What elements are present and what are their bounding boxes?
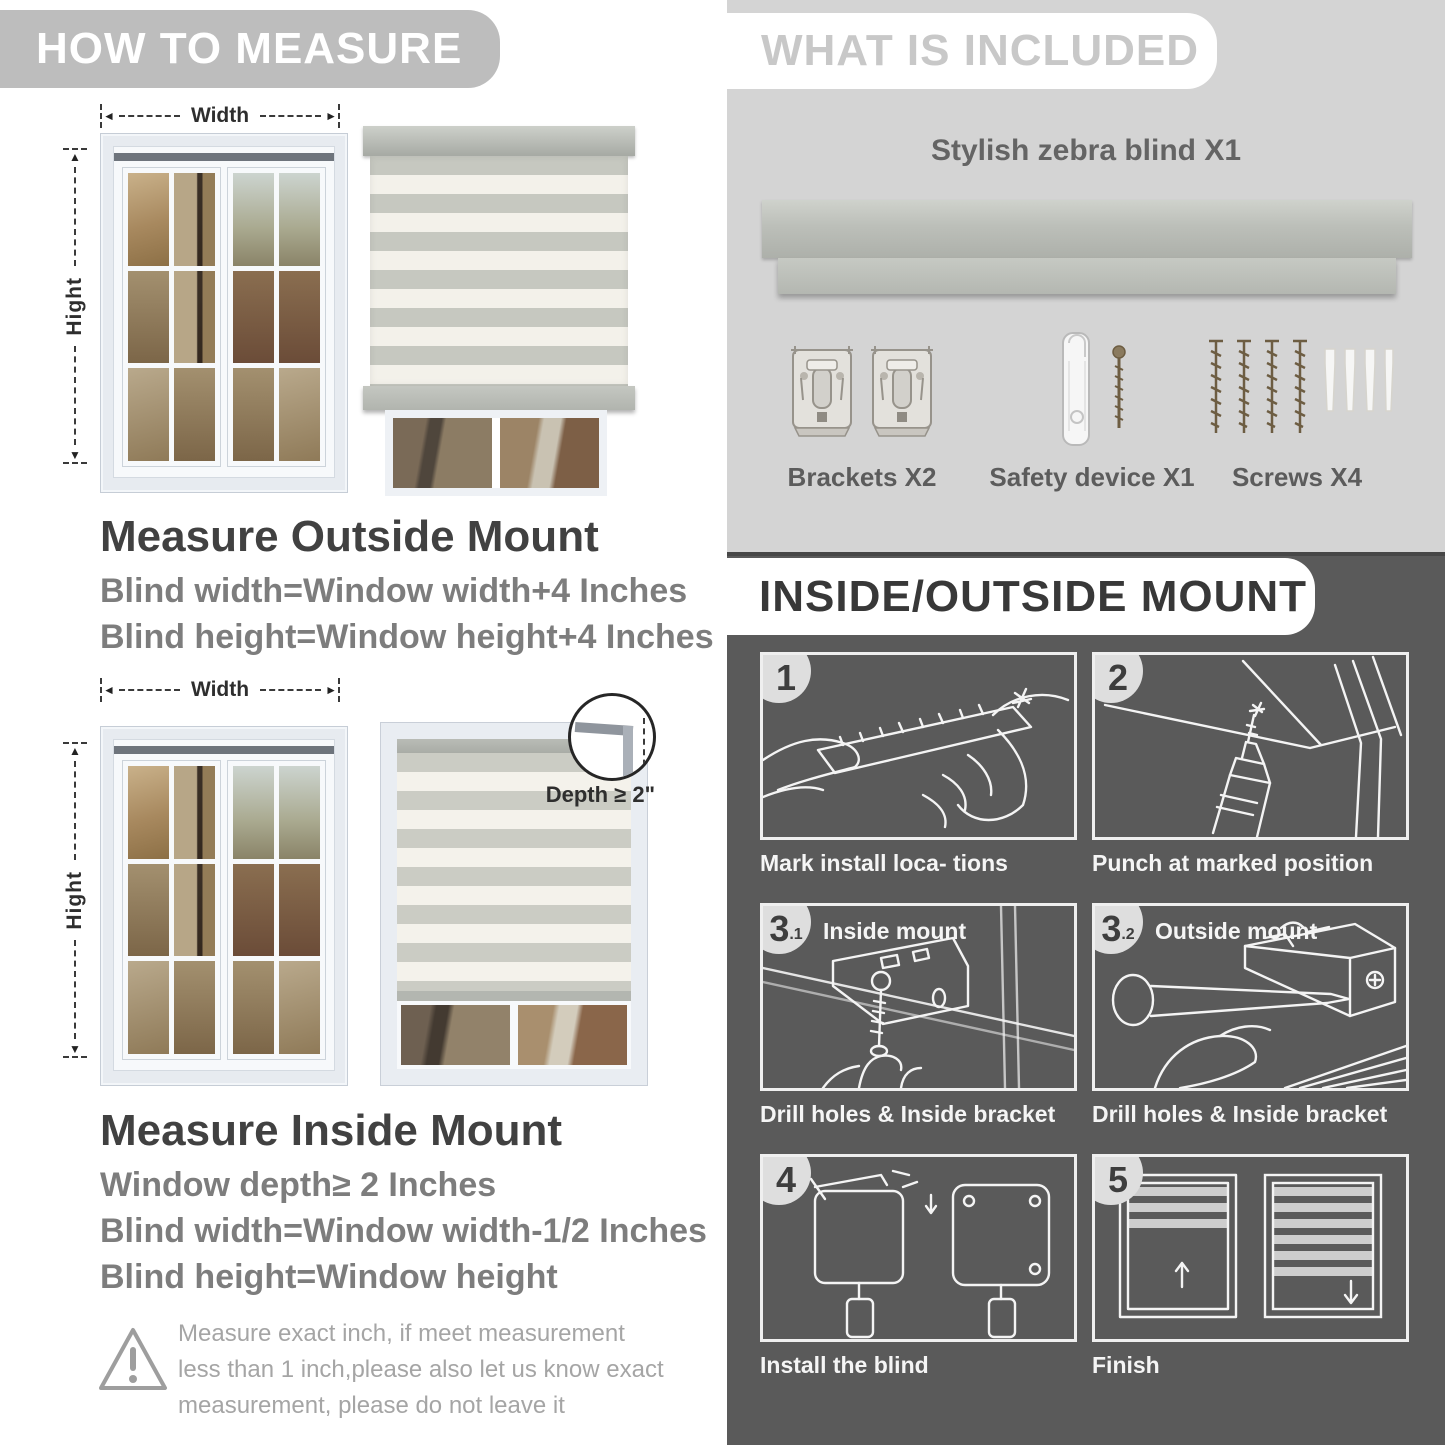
step-1-box xyxy=(760,652,1077,840)
dimension-line xyxy=(74,167,76,266)
window-glass xyxy=(401,1005,510,1065)
safety-device-icon xyxy=(1057,330,1127,450)
window-pane xyxy=(233,766,274,859)
arrow-left-icon: ◄ xyxy=(103,109,115,123)
how-to-measure-banner xyxy=(0,10,500,88)
window-pane xyxy=(128,864,169,957)
step-caption: Finish xyxy=(1092,1352,1160,1378)
brackets-label: Brackets X2 xyxy=(787,462,937,492)
arrow-up-icon: ▲ xyxy=(69,744,81,758)
step-caption: Mark install loca- tions xyxy=(760,850,1008,876)
dimension-tick xyxy=(100,104,102,128)
bracket-icon xyxy=(789,330,935,450)
arrow-down-icon: ▼ xyxy=(69,1042,81,1056)
step-illustration-mark-locations xyxy=(763,655,1074,837)
how-to-measure-title: HOW TO MEASURE xyxy=(36,24,463,73)
arrow-left-icon: ◄ xyxy=(103,683,115,697)
component-brackets xyxy=(767,330,957,493)
step-4-box xyxy=(760,1154,1077,1342)
window-sash-right xyxy=(227,167,326,467)
depth-detail-magnifier xyxy=(568,693,656,781)
zebra-blind-headrail-image xyxy=(762,200,1412,296)
height-label: Hight xyxy=(63,870,86,930)
zebra-blind-outside-mount-illustration xyxy=(363,126,635,496)
step-inner-label: Inside mount xyxy=(823,918,967,944)
window-pane xyxy=(233,173,274,266)
width-label: Width xyxy=(190,104,250,127)
window-pane xyxy=(174,368,215,461)
step-1 xyxy=(760,652,1077,877)
window-glass xyxy=(393,418,492,488)
window-pane xyxy=(174,766,215,859)
warning-note: Measure exact inch, if meet measurement less than 1 inch,please also let us know exact measurement, please do not leave it xyxy=(178,1320,664,1419)
width-label: Width xyxy=(190,678,250,701)
inside-mount-formula-width: Blind width=Window width-1/2 Inches xyxy=(100,1212,707,1250)
window-pane xyxy=(174,271,215,364)
dimension-tick xyxy=(338,678,340,702)
step-caption: Drill holes & Inside bracket xyxy=(1092,1101,1388,1127)
blind-bottom-rail xyxy=(397,991,631,1001)
window-pane xyxy=(174,173,215,266)
arrow-up-icon: ▲ xyxy=(69,150,81,164)
window-pane xyxy=(128,368,169,461)
dimension-line xyxy=(74,346,76,445)
step-illustration-install-blind xyxy=(763,1157,1074,1339)
window-track xyxy=(114,746,334,754)
window-pane xyxy=(233,368,274,461)
arrow-right-icon: ► xyxy=(325,109,337,123)
step-number: 3 xyxy=(1101,908,1122,949)
window-pane xyxy=(128,173,169,266)
window-glass xyxy=(518,1005,627,1065)
step-3-2-box xyxy=(1092,903,1409,1091)
step-number-sub: .2 xyxy=(1121,926,1135,943)
window-pane xyxy=(128,271,169,364)
outside-mount-formula-height: Blind height=Window height+4 Inches xyxy=(100,618,714,656)
window-sashes xyxy=(122,167,326,467)
step-3-1 xyxy=(760,903,1077,1128)
window-frame xyxy=(113,146,335,478)
window-frame xyxy=(113,739,335,1071)
window-sash-left xyxy=(122,760,221,1060)
window-pane xyxy=(279,864,320,957)
right-panel xyxy=(727,0,1445,1445)
dimension-tick xyxy=(63,462,87,464)
frame-corner-vertical xyxy=(623,726,633,776)
blind-bottom-rail xyxy=(363,386,635,410)
headrail-cassette xyxy=(762,200,1412,258)
window-pane xyxy=(128,766,169,859)
step-2-box xyxy=(1092,652,1409,840)
safety-device-label: Safety device X1 xyxy=(989,462,1195,492)
window-pane xyxy=(279,961,320,1054)
component-safety-device xyxy=(989,330,1195,493)
dimension-line xyxy=(260,689,321,691)
step-3-2 xyxy=(1092,903,1409,1128)
dimension-tick xyxy=(100,678,102,702)
depth-label: Depth ≥ 2" xyxy=(545,782,655,807)
dimension-line xyxy=(74,940,76,1039)
window-under-blind xyxy=(397,1001,631,1069)
window-pane xyxy=(279,368,320,461)
window-glass xyxy=(500,418,599,488)
window-pane xyxy=(279,271,320,364)
inside-outside-mount-section xyxy=(727,552,1445,1445)
step-inner-label: Outside mount xyxy=(1155,918,1318,944)
window-sash-left xyxy=(122,167,221,467)
step-number-sub: .1 xyxy=(789,926,803,943)
window-track xyxy=(114,153,334,161)
step-4 xyxy=(760,1154,1077,1379)
screws-label: Screws X4 xyxy=(1231,462,1363,492)
depth-dashed-line xyxy=(643,718,645,776)
window-sashes xyxy=(122,760,326,1060)
step-caption: Drill holes & Inside bracket xyxy=(760,1101,1056,1127)
outside-mount-formula-width: Blind width=Window width+4 Inches xyxy=(100,572,688,610)
window-sash-right xyxy=(227,760,326,1060)
what-is-included-banner xyxy=(727,13,1217,89)
window-pane xyxy=(233,271,274,364)
outside-mount-title: Measure Outside Mount xyxy=(100,512,599,561)
step-illustration-punch-position xyxy=(1095,655,1406,837)
inside-mount-title: Measure Inside Mount xyxy=(100,1106,563,1155)
what-is-included-section xyxy=(727,0,1445,552)
blind-fabric-stripes xyxy=(370,156,628,386)
headrail-valance xyxy=(778,258,1396,294)
installation-steps-grid xyxy=(760,652,1409,1379)
window-pane xyxy=(279,766,320,859)
arrow-down-icon: ▼ xyxy=(69,448,81,462)
step-number: 4 xyxy=(775,1159,797,1200)
dimension-line xyxy=(260,115,321,117)
step-5-box xyxy=(1092,1154,1409,1342)
screws-icon xyxy=(1199,330,1395,450)
dimension-tick xyxy=(338,104,340,128)
window-photo-outside xyxy=(100,133,348,493)
window-photo-inside xyxy=(100,726,348,1086)
inside-mount-formula-depth: Window depth≥ 2 Inches xyxy=(100,1166,497,1204)
dimension-line xyxy=(119,115,180,117)
inside-mount-formula-height: Blind height=Window height xyxy=(100,1258,558,1296)
height-dimension-inside xyxy=(62,742,88,1058)
dimension-tick xyxy=(63,1056,87,1058)
step-5 xyxy=(1092,1154,1409,1379)
window-pane xyxy=(174,864,215,957)
inside-outside-mount-banner xyxy=(727,558,1315,635)
product-label: Stylish zebra blind X1 xyxy=(930,134,1242,167)
dimension-line xyxy=(119,689,180,691)
step-number: 5 xyxy=(1107,1159,1129,1200)
width-dimension-inside xyxy=(100,678,340,702)
component-screws xyxy=(1192,330,1402,493)
step-caption: Punch at marked position xyxy=(1092,850,1374,876)
height-dimension-outside xyxy=(62,148,88,464)
warning-triangle-icon xyxy=(95,1322,171,1398)
window-pane xyxy=(279,173,320,266)
blind-headrail xyxy=(363,126,635,156)
what-is-included-title: WHAT IS INCLUDED xyxy=(761,26,1200,75)
window-under-blind xyxy=(385,410,607,496)
step-number: 1 xyxy=(775,657,797,698)
arrow-right-icon: ► xyxy=(325,683,337,697)
window-pane xyxy=(174,961,215,1054)
step-illustration-finish xyxy=(1095,1157,1406,1339)
height-label: Hight xyxy=(63,276,86,336)
window-pane xyxy=(128,961,169,1054)
dimension-line xyxy=(74,761,76,860)
step-number: 3 xyxy=(769,908,790,949)
step-number: 2 xyxy=(1107,657,1129,698)
width-dimension-outside xyxy=(100,104,340,128)
inside-outside-mount-title: INSIDE/OUTSIDE MOUNT xyxy=(759,572,1308,621)
step-caption: Install the blind xyxy=(760,1352,929,1378)
step-2 xyxy=(1092,652,1409,877)
window-pane xyxy=(233,864,274,957)
window-pane xyxy=(233,961,274,1054)
step-3-1-box xyxy=(760,903,1077,1091)
